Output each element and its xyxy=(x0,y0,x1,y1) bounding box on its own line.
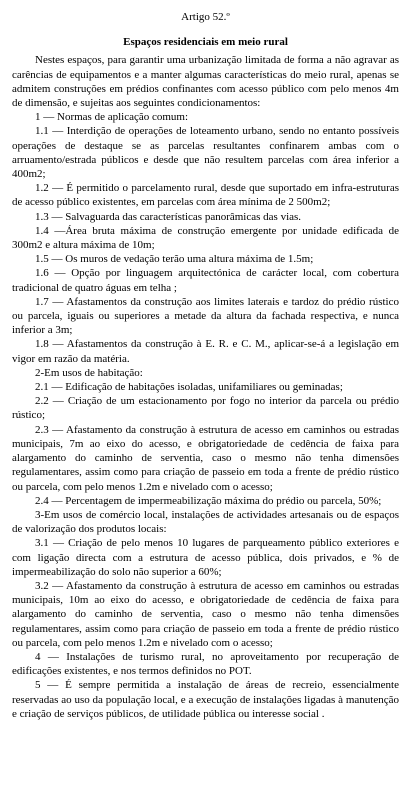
paragraph-2-4: 2.4 — Percentagem de impermeabilização máxima do prédio ou parcela, 50%; xyxy=(35,494,382,507)
paragraph-intro: Nestes espaços, para garantir uma urbanização limitada de forma a não agravar as carências de equipamentos e a manter algumas características do meio rural, apenas se admitem construções em prédios confinantes com acesso público com pelo menos 4m de dimensão, e sujeitas aos seguintes condicionamentos: xyxy=(12,54,399,110)
paragraph-1-4: 1.4 —Área bruta máxima de construção emergente por unidade edificada de 300m2 e altura máxima de 10m; xyxy=(12,224,399,252)
paragraph-1-2: 1.2 — É permitido o parcelamento rural, desde que suportado em infra-estruturas de acesso público existentes, em parcelas com área mínima de 2 500m2; xyxy=(12,182,399,209)
paragraph-3: 3-Em usos de comércio local, instalações de actividades artesanais ou de espaços de valorização dos produtos locais: xyxy=(12,508,399,536)
article-number: Artigo 52.º xyxy=(181,11,230,23)
paragraph-2-3: 2.3 — Afastamento da construção à estrutura de acesso em caminhos ou estradas municipais, 7m ao eixo do acesso, e obrigatoriedade de cedência de faixa para alargamento do caminho de serventia, caso o mesmo não tenha dimensões regulamentares, assim como para criação de passeio em toda a frente de prédio rústico ou parcela, com pelo menos 1.2m e nivelado com o acesso; xyxy=(12,423,399,493)
paragraph-1-8: 1.8 — Afastamentos da construção à E. R. e C. M., aplicar-se-á a legislação em vigor em razão da matéria. xyxy=(12,338,399,365)
paragraph-1: 1 — Normas de aplicação comum: xyxy=(35,111,189,124)
paragraph-1-6: 1.6 — Opção por linguagem arquitectónica de carácter local, com cobertura tradicional de quatro águas em telha ; xyxy=(12,267,399,294)
paragraph-5: 5 — É sempre permitida a instalação de áreas de recreio, essencialmente reservadas ao uso da população local, e a execução de instalações ligadas à manutenção e criação de serviços públicos, de utilidade pública ou interesse social . xyxy=(12,679,399,720)
paragraph-1-3: 1.3 — Salvaguarda das características panorâmicas das vias. xyxy=(35,210,302,223)
paragraph-1-5: 1.5 — Os muros de vedação terão uma altura máxima de 1.5m; xyxy=(35,253,314,266)
paragraph-4: 4 — Instalações de turismo rural, no aproveitamento por recuperação de edificações existentes, e nos termos definidos no POT. xyxy=(12,650,399,678)
paragraph-2-1: 2.1 — Edificação de habitações isoladas, unifamiliares ou geminadas; xyxy=(35,381,343,394)
paragraph-3-1: 3.1 — Criação de pelo menos 10 lugares de parqueamento público exteriores e com ligação directa com a estrutura de acesso pública, dois privados, e % de impermeabilização do solo não superior a 60%; xyxy=(12,537,399,578)
paragraph-1-1: 1.1 — Interdição de operações de loteamento urbano, sendo no entanto possíveis operações de destaque se as parcelas resultantes confinarem ambas com o arruamento/estrada públicos e desde que não resultem parcelas com área inferior a 400m2; xyxy=(12,125,399,181)
paragraph-2: 2-Em usos de habitação: xyxy=(35,366,143,379)
article-title: Espaços residenciais em meio rural xyxy=(123,36,288,49)
paragraph-1-7: 1.7 — Afastamentos da construção aos limites laterais e tardoz do prédio rústico ou parcela, iguais ou superiores a metade da altura da fachada respectiva, e nunca inferior a 3m; xyxy=(12,295,399,337)
paragraph-2-2: 2.2 — Criação de um estacionamento por fogo no interior da parcela ou prédio rústico; xyxy=(12,395,399,422)
paragraph-3-2: 3.2 — Afastamento da construção à estrutura de acesso em caminhos ou estradas municipais, 10m ao eixo do acesso, e obrigatoriedade de cedência de faixa para alargamento do caminho de serventia, caso o mesmo não tenha dimensões regulamentares, assim como para criação de passeio em toda a frente de prédio rústico ou parcela, com pelo menos 1.2m e nivelado com o acesso; xyxy=(12,579,399,649)
